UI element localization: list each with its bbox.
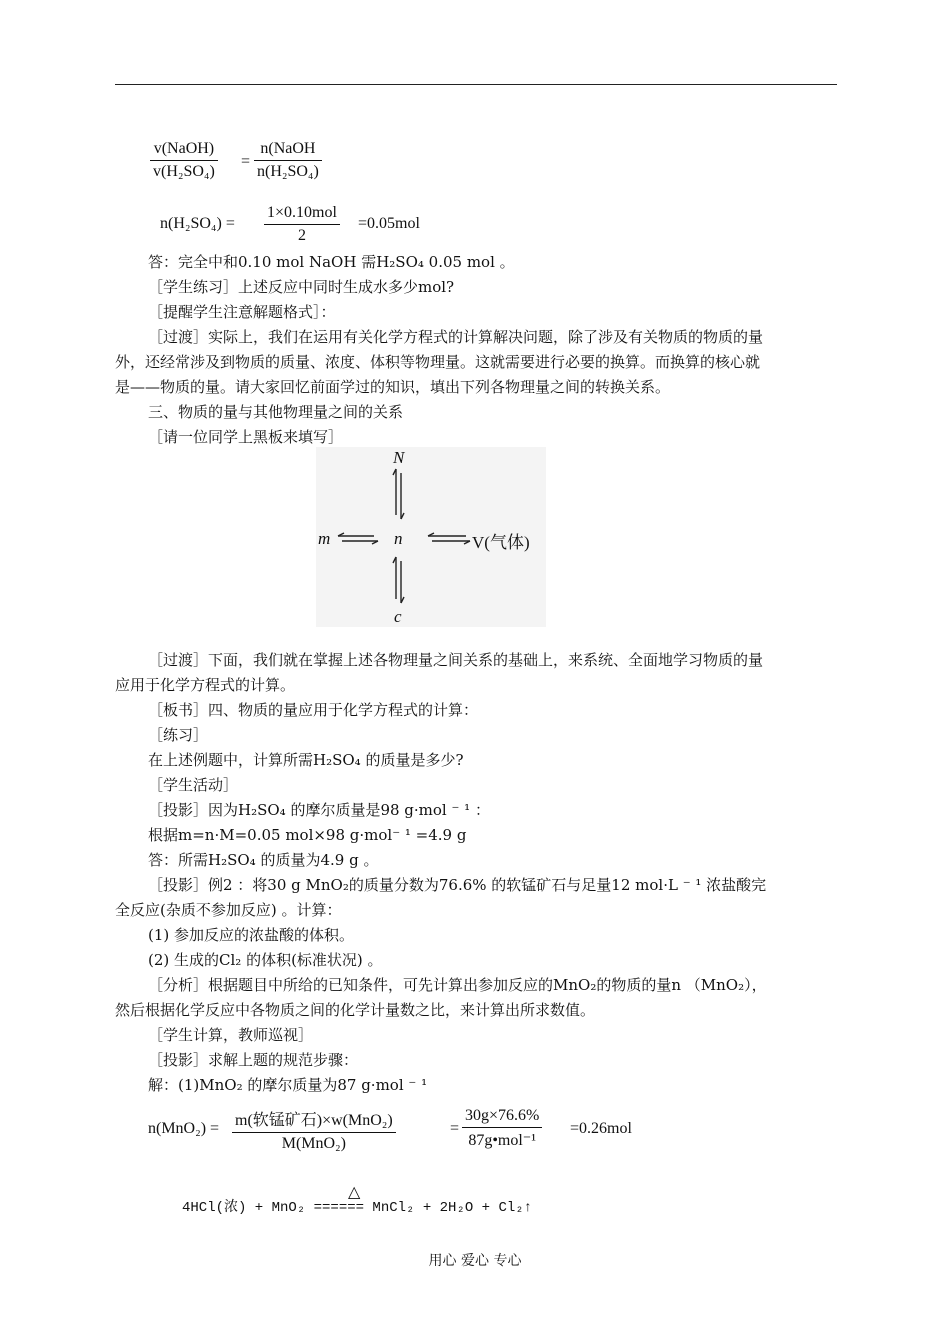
fraction-naoh-h2so4-amount (254, 140, 322, 181)
text-line: (2) 生成的Cl₂ 的体积(标准状况) 。 (148, 951, 383, 969)
fraction-mno2-definition (232, 1107, 396, 1153)
fraction-bar (232, 1132, 396, 1133)
fraction-bar (462, 1127, 542, 1128)
text-line: ［学生计算，教师巡视］ (148, 1026, 314, 1044)
text-line: ［请一位同学上黑板来填写］ (148, 428, 344, 446)
text-line: 然后根据化学反应中各物质之间的化学计量数之比，来计算出所求数值。 (115, 1001, 596, 1019)
equation-h2so4-result: =0.05mol (358, 215, 420, 232)
equals-sign: = (450, 1120, 460, 1137)
text-line: ［提醒学生注意解题格式］： (148, 303, 336, 321)
page-footer: 用心 爱心 专心 (428, 1253, 522, 1269)
label-n-particles: N (393, 448, 405, 467)
fraction-numerator: m(软锰矿石)×w(MnO₂) (235, 1112, 393, 1129)
fraction-naoh-h2so4-volume (150, 140, 218, 181)
fraction-bar (150, 160, 218, 161)
text-line: 全反应(杂质不参加反应) 。计算： (115, 901, 342, 919)
conversion-diagram (316, 447, 546, 627)
fraction-denominator: v(H₂SO₄) (153, 163, 215, 180)
text-line: 答：完全中和0.10 mol NaOH 需H₂SO₄ 0.05 mol 。 (148, 253, 515, 271)
text-line: (1) 参加反应的浓盐酸的体积。 (148, 926, 355, 944)
text-line: ［练习］ (148, 726, 209, 744)
fraction-bar (254, 160, 322, 161)
text-line: 答：所需H₂SO₄ 的质量为4.9 g 。 (148, 851, 379, 869)
text-line: ［学生练习］上述反应中同时生成水多少mol? (148, 278, 455, 296)
fraction-denominator: M(MnO₂) (281, 1135, 346, 1152)
label-gas-volume: V(气体) (472, 533, 530, 552)
fraction-numerator: v(NaOH) (153, 140, 215, 157)
label-amount: n (394, 529, 403, 548)
reaction-equation: 4HCl(浓) + MnO₂ ====== MnCl₂ + 2H₂O + Cl₂↑ (182, 1200, 533, 1216)
equals-sign: = (241, 153, 251, 170)
text-line: 外，还经常涉及到物质的质量、浓度、体积等物理量。这就需要进行必要的换算。而换算的核心就 (115, 353, 761, 371)
fraction-bar (264, 224, 340, 225)
equation-mno2-result: =0.26mol (570, 1120, 632, 1137)
text-line: ［分析］根据题目中所给的已知条件，可先计算出参加反应的MnO₂的物质的量n （MnO₂）， (148, 976, 767, 994)
fraction-numerator: 1×0.10mol (267, 204, 337, 221)
header-rule (115, 84, 837, 85)
fraction-h2so4-calc (264, 204, 340, 245)
text-line: ［过渡］下面，我们就在掌握上述各物理量之间关系的基础上，来系统、全面地学习物质的量 (148, 651, 764, 669)
section-heading: ［板书］四、物质的量应用于化学方程式的计算： (148, 701, 479, 719)
fraction-denominator: 87g•mol⁻¹ (468, 1132, 537, 1149)
text-line: 解：(1)MnO₂ 的摩尔质量为87 g·mol ⁻ ¹ (148, 1076, 428, 1094)
text-line: 根据m=n·M=0.05 mol×98 g·mol⁻ ¹ =4.9 g (148, 826, 467, 844)
equation-h2so4-lhs: n(H₂SO₄) = (160, 215, 235, 232)
text-line: 在上述例题中，计算所需H₂SO₄ 的质量是多少? (148, 751, 464, 769)
label-concentration: c (394, 607, 402, 626)
fraction-mno2-values (462, 1107, 542, 1150)
section-heading: 三、物质的量与其他物理量之间的关系 (148, 403, 404, 421)
text-line: 是——物质的量。请大家回忆前面学过的知识，填出下列各物理量之间的转换关系。 (115, 378, 671, 396)
fraction-numerator: n(NaOH (260, 140, 316, 157)
text-line: 应用于化学方程式的计算。 (115, 676, 296, 694)
reaction-condition: △ (348, 1182, 361, 1201)
text-line: ［投影］例2 ：将30 g MnO₂的质量分数为76.6% 的软锰矿石与足量12 mol·L ⁻ ¹ 浓盐酸完 (148, 876, 767, 894)
text-line: ［投影］因为H₂SO₄ 的摩尔质量是98 g·mol ⁻ ¹ ： (148, 801, 490, 819)
text-line: ［投影］求解上题的规范步骤： (148, 1051, 359, 1069)
text-line: ［学生活动］ (148, 776, 239, 794)
fraction-numerator: 30g×76.6% (465, 1107, 540, 1124)
text-line: ［过渡］实际上，我们在运用有关化学方程式的计算解决问题，除了涉及有关物质的物质的量 (148, 328, 764, 346)
label-mass: m (318, 529, 331, 548)
fraction-denominator: n(H₂SO₄) (257, 163, 319, 180)
fraction-denominator: 2 (297, 227, 306, 244)
equation-mno2-lhs: n(MnO₂) = (148, 1120, 220, 1137)
